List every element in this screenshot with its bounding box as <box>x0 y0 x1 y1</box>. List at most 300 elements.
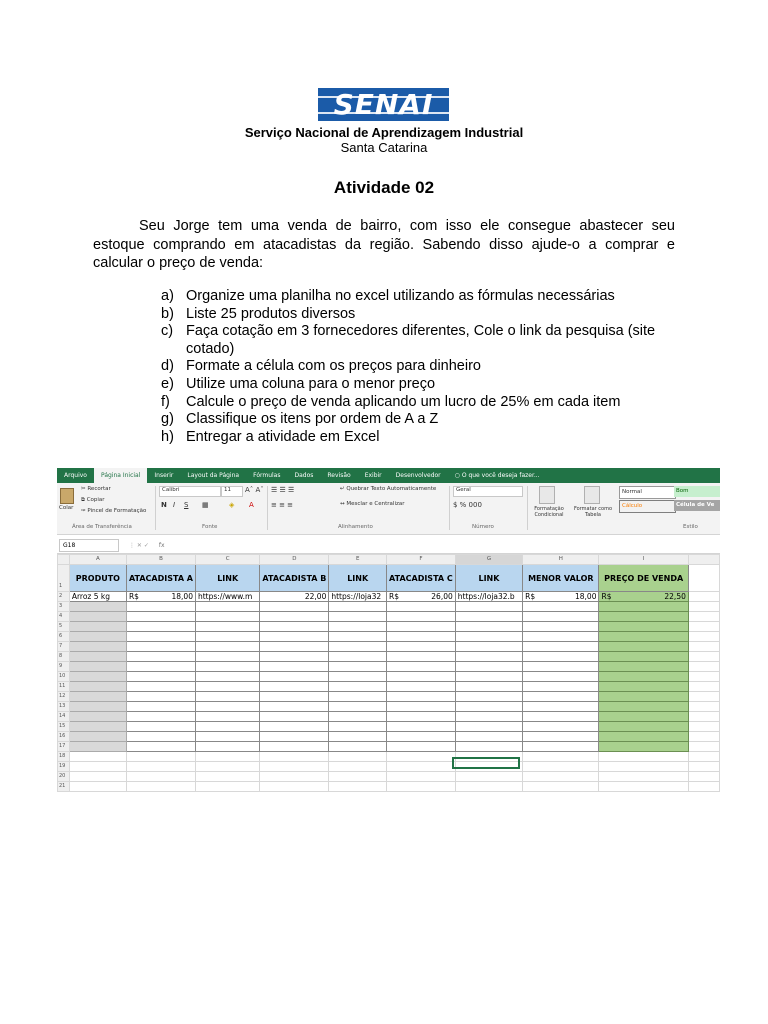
table-cell[interactable] <box>523 732 599 742</box>
table-cell[interactable] <box>329 602 387 612</box>
table-cell[interactable] <box>599 742 688 752</box>
table-cell[interactable] <box>523 782 599 792</box>
table-cell[interactable] <box>195 732 259 742</box>
page-title: Atividade 02 <box>333 178 435 197</box>
table-cell[interactable] <box>329 652 387 662</box>
table-cell[interactable] <box>387 672 456 682</box>
table-cell[interactable] <box>195 672 259 682</box>
table-cell[interactable] <box>523 642 599 652</box>
table-cell[interactable] <box>523 682 599 692</box>
tab-exibir[interactable]: Exibir <box>364 472 382 479</box>
table-cell[interactable] <box>387 602 456 612</box>
merge-center-button[interactable]: ↔ Mesclar e Centralizar <box>340 501 405 507</box>
table-row <box>58 732 720 742</box>
table-cell[interactable] <box>523 722 599 732</box>
paste-icon[interactable] <box>60 488 74 504</box>
column-header[interactable]: C <box>195 555 259 565</box>
table-cell[interactable] <box>69 612 126 622</box>
table-cell[interactable] <box>599 602 688 612</box>
formula-bar-controls-icon: ⋮ ✕ ✓ <box>129 542 149 549</box>
table-cell[interactable] <box>455 602 522 612</box>
table-cell[interactable] <box>195 742 259 752</box>
table-cell[interactable] <box>329 742 387 752</box>
row-header[interactable]: 8 <box>58 652 70 662</box>
table-cell[interactable] <box>69 652 126 662</box>
table-cell[interactable] <box>387 622 456 632</box>
list-item: a) Organize uma planilha no excel utilizando as fórmulas necessárias <box>161 288 615 304</box>
table-cell[interactable] <box>599 772 688 782</box>
table-cell[interactable] <box>195 662 259 672</box>
table-row <box>58 662 720 672</box>
ribbon-tabs <box>57 468 720 483</box>
list-item: g) Classifique os itens por ordem de A a Z <box>161 411 439 428</box>
table-cell[interactable] <box>599 652 688 662</box>
table-row <box>58 672 720 682</box>
table-cell[interactable] <box>195 752 259 762</box>
table-cell[interactable] <box>455 662 522 672</box>
column-header[interactable]: H <box>523 555 599 565</box>
table-cell[interactable] <box>69 742 126 752</box>
table-cell[interactable] <box>260 612 329 622</box>
table-cell[interactable] <box>126 702 195 712</box>
cell-produto[interactable]: Arroz 5 kg <box>69 592 126 602</box>
table-cell[interactable] <box>329 712 387 722</box>
table-cell[interactable] <box>329 762 387 772</box>
table-cell[interactable] <box>195 632 259 642</box>
table-cell[interactable] <box>455 772 522 782</box>
table-row <box>58 632 720 642</box>
table-cell[interactable] <box>260 722 329 732</box>
column-header[interactable]: I <box>599 555 688 565</box>
row-header[interactable]: 7 <box>58 642 70 652</box>
tell-me-box[interactable]: ○ O que você deseja fazer... <box>454 472 540 479</box>
table-cell[interactable] <box>69 752 126 762</box>
table-cell[interactable] <box>599 782 688 792</box>
table-cell[interactable] <box>69 632 126 642</box>
table-cell[interactable] <box>260 672 329 682</box>
table-cell[interactable] <box>126 732 195 742</box>
table-cell[interactable] <box>523 762 599 772</box>
table-cell[interactable] <box>195 652 259 662</box>
row-header[interactable]: 2 <box>58 592 70 602</box>
table-cell[interactable] <box>260 682 329 692</box>
table-cell[interactable] <box>523 752 599 762</box>
table-cell[interactable] <box>387 662 456 672</box>
table-cell[interactable] <box>599 692 688 702</box>
font-grow-icon[interactable]: Aˆ Aˇ <box>245 486 264 494</box>
style-good[interactable]: Bom <box>674 486 720 497</box>
table-row <box>58 752 720 762</box>
table-cell[interactable] <box>455 742 522 752</box>
row-header[interactable]: 6 <box>58 632 70 642</box>
table-cell[interactable] <box>126 742 195 752</box>
table-cell[interactable] <box>329 662 387 672</box>
currency-icon[interactable]: $ % 000 <box>453 501 482 509</box>
table-cell[interactable] <box>329 772 387 782</box>
list-item: h) Entregar a atividade em Excel <box>161 428 380 445</box>
table-cell[interactable] <box>195 622 259 632</box>
org-state: Santa Catarina <box>340 140 428 155</box>
table-cell[interactable] <box>260 752 329 762</box>
table-cell[interactable] <box>260 652 329 662</box>
tab-arquivo[interactable]: Arquivo <box>64 472 87 479</box>
spreadsheet-grid <box>57 554 720 792</box>
table-cell[interactable] <box>523 712 599 722</box>
name-box[interactable]: G18 <box>59 539 119 552</box>
table-cell[interactable] <box>126 622 195 632</box>
table-cell[interactable] <box>195 722 259 732</box>
cut-button[interactable]: ✂ Recortar <box>81 486 111 492</box>
table-cell[interactable] <box>599 762 688 772</box>
header-cell-atacadista-a[interactable]: ATACADISTA A <box>126 565 195 592</box>
wrap-text-button[interactable]: ↵ Quebrar Texto Automaticamente <box>340 486 437 492</box>
column-header[interactable]: E <box>329 555 387 565</box>
table-cell[interactable] <box>455 692 522 702</box>
table-cell[interactable] <box>195 772 259 782</box>
table-cell[interactable] <box>455 652 522 662</box>
table-cell[interactable] <box>387 632 456 642</box>
table-cell[interactable] <box>69 762 126 772</box>
table-cell[interactable] <box>455 682 522 692</box>
table-cell[interactable] <box>260 622 329 632</box>
table-row <box>58 722 720 732</box>
row-header[interactable]: 21 <box>58 782 70 792</box>
row-header[interactable]: 10 <box>58 672 70 682</box>
table-cell[interactable] <box>329 722 387 732</box>
table-cell[interactable] <box>260 702 329 712</box>
table-cell[interactable] <box>599 662 688 672</box>
tab-inserir[interactable]: Inserir <box>154 472 174 479</box>
table-cell[interactable] <box>329 672 387 682</box>
table-cell[interactable] <box>387 732 456 742</box>
table-cell[interactable] <box>126 782 195 792</box>
header-cell-link[interactable]: LINK <box>455 565 522 592</box>
bold-button[interactable]: N <box>161 501 167 509</box>
table-cell[interactable] <box>599 632 688 642</box>
column-header[interactable]: F <box>387 555 456 565</box>
styles-group-label: Estilo <box>683 524 698 530</box>
table-cell[interactable] <box>260 742 329 752</box>
table-cell[interactable] <box>599 642 688 652</box>
cell-atacadista-b[interactable]: 22,00 <box>260 592 329 602</box>
table-cell[interactable] <box>387 782 456 792</box>
row-header[interactable]: 1 <box>58 565 70 592</box>
table-row <box>58 782 720 792</box>
table-cell[interactable] <box>523 652 599 662</box>
clipboard-group-label: Área de Transferência <box>72 524 132 530</box>
table-cell[interactable] <box>523 662 599 672</box>
header-cell-atacadista-b[interactable]: ATACADISTA B <box>260 565 329 592</box>
table-cell[interactable] <box>387 772 456 782</box>
table-cell[interactable] <box>387 642 456 652</box>
table-cell[interactable] <box>126 652 195 662</box>
table-cell[interactable] <box>387 762 456 772</box>
cell-link-a[interactable]: https://www.m <box>195 592 259 602</box>
table-cell[interactable] <box>329 632 387 642</box>
table-row <box>58 612 720 622</box>
fill-color-icon[interactable]: ◈ <box>229 501 235 509</box>
table-cell[interactable] <box>455 712 522 722</box>
table-row <box>58 682 720 692</box>
select-all-corner[interactable] <box>58 555 70 565</box>
table-cell[interactable] <box>126 712 195 722</box>
table-cell[interactable] <box>69 622 126 632</box>
table-cell[interactable] <box>523 632 599 642</box>
table-cell[interactable] <box>455 782 522 792</box>
table-row <box>58 742 720 752</box>
table-cell[interactable] <box>69 672 126 682</box>
copy-button[interactable]: ⧉ Copiar <box>81 497 105 503</box>
table-cell[interactable] <box>523 742 599 752</box>
header-cell-menor-valor[interactable]: MENOR VALOR <box>523 565 599 592</box>
table-cell[interactable] <box>69 782 126 792</box>
table-cell[interactable] <box>329 732 387 742</box>
font-color-icon[interactable]: A <box>249 501 254 509</box>
table-cell[interactable] <box>523 672 599 682</box>
table-row <box>58 642 720 652</box>
table-cell[interactable] <box>126 642 195 652</box>
row-header[interactable]: 4 <box>58 612 70 622</box>
row-header[interactable]: 19 <box>58 762 70 772</box>
intro-paragraph: Seu Jorge tem uma venda de bairro, com isso ele consegue abastecer seu estoque comprando em atacadistas da região. Sabendo disso ajude-o a comprar e calcular o preço de venda: <box>93 218 675 271</box>
table-cell[interactable] <box>195 712 259 722</box>
table-cell[interactable] <box>195 642 259 652</box>
row-header[interactable]: 3 <box>58 602 70 612</box>
font-size-select[interactable]: 11 <box>221 486 243 497</box>
format-table-button[interactable]: Formatar como Tabela <box>573 506 613 518</box>
table-cell[interactable] <box>599 672 688 682</box>
table-cell[interactable] <box>329 782 387 792</box>
table-cell[interactable] <box>455 622 522 632</box>
table-cell[interactable] <box>126 632 195 642</box>
table-cell[interactable] <box>69 702 126 712</box>
table-cell[interactable] <box>329 702 387 712</box>
number-group-label: Número <box>472 524 494 530</box>
table-cell[interactable] <box>260 632 329 642</box>
table-cell[interactable] <box>126 602 195 612</box>
header-cell-link[interactable]: LINK <box>195 565 259 592</box>
table-cell[interactable] <box>126 612 195 622</box>
table-cell[interactable] <box>387 742 456 752</box>
table-cell[interactable] <box>260 642 329 652</box>
table-cell[interactable] <box>260 692 329 702</box>
row-header[interactable]: 13 <box>58 702 70 712</box>
task-list <box>161 288 681 446</box>
table-cell[interactable] <box>69 602 126 612</box>
table-cell[interactable] <box>523 692 599 702</box>
table-cell[interactable] <box>126 752 195 762</box>
copy-icon: ⧉ <box>81 497 87 503</box>
list-item: e) Utilize uma coluna para o menor preço <box>161 375 436 392</box>
cell-link-c[interactable]: https://loja32.b <box>455 592 522 602</box>
table-cell[interactable] <box>195 782 259 792</box>
table-row <box>58 565 720 592</box>
table-cell[interactable] <box>260 712 329 722</box>
table-cell[interactable] <box>260 662 329 672</box>
paste-button[interactable]: Colar <box>59 505 74 511</box>
table-cell[interactable] <box>387 702 456 712</box>
table-cell[interactable] <box>260 602 329 612</box>
align-left-icon[interactable]: ≡ ≡ ≡ <box>271 501 294 509</box>
table-cell[interactable] <box>69 732 126 742</box>
table-cell[interactable] <box>523 772 599 782</box>
borders-icon[interactable]: ▦ <box>202 501 209 509</box>
table-cell[interactable] <box>126 772 195 782</box>
table-cell[interactable] <box>387 712 456 722</box>
table-cell[interactable] <box>195 762 259 772</box>
cell-link-b[interactable]: https://loja32 <box>329 592 387 602</box>
header-cell-link[interactable]: LINK <box>329 565 387 592</box>
table-cell[interactable] <box>69 682 126 692</box>
table-cell[interactable] <box>195 682 259 692</box>
table-cell[interactable] <box>523 602 599 612</box>
tab-desenvolvedor[interactable]: Desenvolvedor <box>395 472 441 479</box>
header-cell-atacadista-c[interactable]: ATACADISTA C <box>387 565 456 592</box>
font-name-select[interactable]: Calibri <box>159 486 221 497</box>
table-cell[interactable] <box>69 722 126 732</box>
table-cell[interactable] <box>455 722 522 732</box>
table-cell[interactable] <box>69 662 126 672</box>
row-header[interactable]: 16 <box>58 732 70 742</box>
table-cell[interactable] <box>69 772 126 782</box>
style-calculation[interactable]: Cálculo <box>619 500 676 513</box>
table-cell[interactable] <box>455 612 522 622</box>
active-cell-cursor <box>452 757 520 769</box>
row-header[interactable]: 20 <box>58 772 70 782</box>
list-item: d) Formate a célula com os preços para dinheiro <box>161 358 481 375</box>
table-cell[interactable] <box>329 642 387 652</box>
number-format-select[interactable]: Geral <box>453 486 523 497</box>
table-cell[interactable] <box>523 622 599 632</box>
table-cell[interactable] <box>599 732 688 742</box>
org-name: Serviço Nacional de Aprendizagem Industrial <box>244 125 524 140</box>
table-cell[interactable] <box>260 732 329 742</box>
table-cell[interactable] <box>387 652 456 662</box>
table-cell[interactable] <box>523 702 599 712</box>
row-header[interactable]: 12 <box>58 692 70 702</box>
table-row <box>58 652 720 662</box>
formula-bar <box>57 538 720 554</box>
table-cell[interactable] <box>387 612 456 622</box>
table-row <box>58 712 720 722</box>
table-cell[interactable] <box>599 712 688 722</box>
column-header[interactable]: D <box>260 555 329 565</box>
cell-atacadista-a[interactable]: R$ 18,00 <box>126 592 195 602</box>
table-row <box>58 772 720 782</box>
table-cell[interactable] <box>329 682 387 692</box>
style-check-cell[interactable]: Célula de Ve <box>674 500 720 511</box>
format-painter-button[interactable]: ✑ Pincel de Formatação <box>81 508 147 514</box>
cell-preco-venda[interactable]: R$ 22,50 <box>599 592 688 602</box>
conditional-format-button[interactable]: Formatação Condicional <box>534 506 564 518</box>
table-row <box>58 602 720 612</box>
row-header[interactable]: 17 <box>58 742 70 752</box>
table-cell[interactable] <box>387 692 456 702</box>
italic-button[interactable]: I <box>173 501 176 509</box>
table-cell[interactable] <box>195 612 259 622</box>
table-cell[interactable] <box>329 752 387 762</box>
tab-dados[interactable]: Dados <box>294 472 314 479</box>
table-cell[interactable] <box>126 762 195 772</box>
table-cell[interactable] <box>126 672 195 682</box>
underline-button[interactable]: S <box>184 501 189 509</box>
excel-screenshot <box>57 468 720 800</box>
table-row <box>58 592 720 602</box>
font-group-label: Fonte <box>202 524 218 530</box>
tab-pagina-inicial[interactable]: Página Inicial <box>94 468 147 483</box>
table-cell[interactable] <box>195 692 259 702</box>
row-header[interactable]: 15 <box>58 722 70 732</box>
tab-revisao[interactable]: Revisão <box>327 472 351 479</box>
table-cell[interactable] <box>599 722 688 732</box>
table-cell[interactable] <box>455 672 522 682</box>
table-cell[interactable] <box>69 692 126 702</box>
style-normal[interactable]: Normal <box>619 486 676 499</box>
table-cell[interactable] <box>126 662 195 672</box>
table-cell[interactable] <box>387 722 456 732</box>
row-header[interactable]: 14 <box>58 712 70 722</box>
table-cell[interactable] <box>387 752 456 762</box>
tab-formulas[interactable]: Fórmulas <box>253 472 281 479</box>
table-cell[interactable] <box>599 612 688 622</box>
list-item: c) Faça cotação em 3 fornecedores diferentes, Cole o link da pesquisa (site cotado) <box>161 323 656 357</box>
table-cell[interactable] <box>455 632 522 642</box>
format-table-icon[interactable] <box>584 486 600 504</box>
table-cell[interactable] <box>523 612 599 622</box>
brush-icon: ✑ <box>81 508 88 514</box>
table-cell[interactable] <box>195 602 259 612</box>
table-cell[interactable] <box>329 622 387 632</box>
table-cell[interactable] <box>260 772 329 782</box>
conditional-format-icon[interactable] <box>539 486 555 504</box>
table-cell[interactable] <box>599 622 688 632</box>
table-cell[interactable] <box>69 712 126 722</box>
table-cell[interactable] <box>455 702 522 712</box>
table-cell[interactable] <box>260 782 329 792</box>
table-cell[interactable] <box>126 682 195 692</box>
cell-menor-valor[interactable]: R$ 18,00 <box>523 592 599 602</box>
table-cell[interactable] <box>69 642 126 652</box>
table-cell[interactable] <box>599 702 688 712</box>
table-cell[interactable] <box>599 682 688 692</box>
scissors-icon: ✂ <box>81 486 88 492</box>
row-header[interactable]: 5 <box>58 622 70 632</box>
cell-atacadista-c[interactable]: R$ 26,00 <box>387 592 456 602</box>
column-header[interactable]: G <box>455 555 522 565</box>
tab-layout[interactable]: Layout da Página <box>187 472 240 479</box>
table-cell[interactable] <box>195 702 259 712</box>
table-cell[interactable] <box>260 762 329 772</box>
row-header[interactable]: 9 <box>58 662 70 672</box>
table-cell[interactable] <box>126 722 195 732</box>
table-cell[interactable] <box>387 682 456 692</box>
table-cell[interactable] <box>455 642 522 652</box>
align-top-icon[interactable]: ☰ ☰ ☰ <box>271 486 295 494</box>
table-cell[interactable] <box>329 612 387 622</box>
column-header[interactable]: A <box>69 555 126 565</box>
table-cell[interactable] <box>329 692 387 702</box>
fx-icon[interactable]: fx <box>158 542 165 549</box>
column-header[interactable]: B <box>126 555 195 565</box>
table-cell[interactable] <box>599 752 688 762</box>
header-cell-preco-venda[interactable]: PREÇO DE VENDA <box>599 565 688 592</box>
header-cell-produto[interactable]: PRODUTO <box>69 565 126 592</box>
row-header[interactable]: 18 <box>58 752 70 762</box>
table-cell[interactable] <box>455 732 522 742</box>
table-cell[interactable] <box>126 692 195 702</box>
row-header[interactable]: 11 <box>58 682 70 692</box>
list-item: f) Calcule o preço de venda aplicando um lucro de 25% em cada item <box>161 393 621 410</box>
